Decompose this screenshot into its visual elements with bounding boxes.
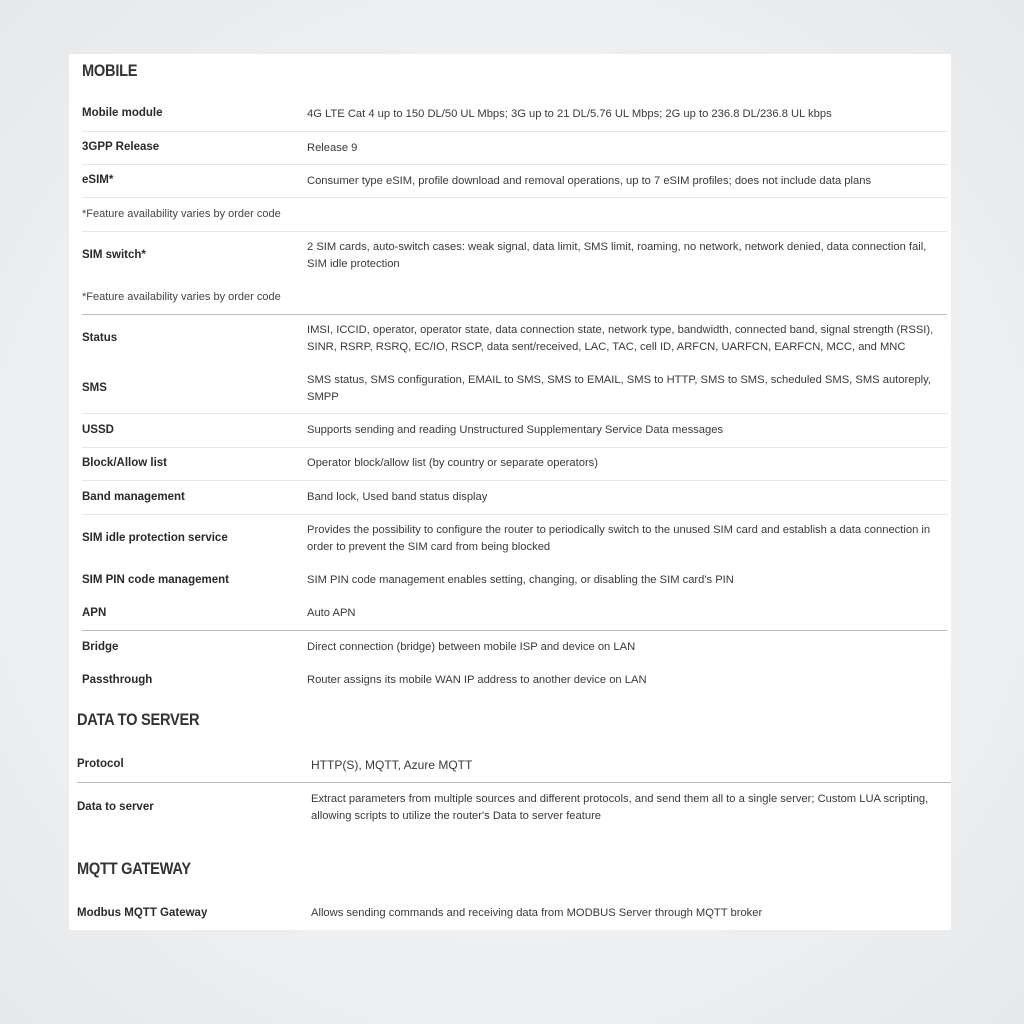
row-label-3gpp-release: 3GPP Release [82, 141, 160, 153]
row-label-mobile-module: Mobile module [82, 107, 163, 119]
row-label-status: Status [82, 332, 118, 344]
row-label-band-management: Band management [82, 491, 185, 503]
row-divider [82, 197, 947, 198]
row-value-modbus-mqtt-gateway: Allows sending commands and receiving data from MODBUS Server through MQTT broker [311, 907, 763, 919]
row-divider [82, 447, 947, 448]
row-divider [82, 131, 947, 132]
row-value-mobile-module: 4G LTE Cat 4 up to 150 DL/50 UL Mbps; 3G up to 21 DL/5.76 UL Mbps; 2G up to 236.8 DL/236.8 UL kbps [307, 108, 832, 120]
row-value-protocol: HTTP(S), MQTT, Azure MQTT [311, 758, 473, 772]
row-divider [82, 514, 947, 515]
row-value-sim-pin-management: SIM PIN code management enables setting, changing, or disabling the SIM card's PIN [307, 574, 734, 586]
row-value-sms: SMS status, SMS configuration, EMAIL to SMS, SMS to EMAIL, SMS to HTTP, SMS to SMS, scheduled SMS, SMS autoreply, SMPP [307, 374, 932, 403]
row-label-esim: eSIM* [82, 174, 114, 186]
section-title-mobile: MOBILE [82, 61, 138, 80]
row-divider [77, 782, 951, 783]
row-value-bridge: Direct connection (bridge) between mobile ISP and device on LAN [307, 641, 636, 653]
row-label-ussd: USSD [82, 424, 114, 436]
row-divider [82, 164, 947, 165]
row-value-sim-switch: 2 SIM cards, auto-switch cases: weak signal, data limit, SMS limit, roaming, no network, network denied, data connection fail, SIM idle protection [307, 241, 927, 270]
row-value-ussd: Supports sending and reading Unstructured Supplementary Service Data messages [307, 424, 724, 436]
row-label-sim-pin-management: SIM PIN code management [82, 574, 229, 586]
row-label-protocol: Protocol [77, 758, 124, 770]
row-label-modbus-mqtt-gateway: Modbus MQTT Gateway [77, 907, 208, 919]
row-label-passthrough: Passthrough [82, 674, 153, 686]
row-value-apn: Auto APN [307, 607, 356, 619]
section-title-data-to-server: DATA TO SERVER [77, 710, 200, 729]
row-divider [82, 231, 947, 232]
row-value-band-management: Band lock, Used band status display [307, 491, 488, 503]
row-divider [82, 480, 947, 481]
row-divider [82, 314, 947, 315]
row-label-apn: APN [82, 607, 107, 619]
row-value-passthrough: Router assigns its mobile WAN IP address to another device on LAN [307, 674, 647, 686]
row-label-sim-idle-protection: SIM idle protection service [82, 532, 228, 544]
row-label-block-allow-list: Block/Allow list [82, 457, 167, 469]
footnote-feature-availability: *Feature availability varies by order code [82, 208, 281, 220]
footnote-feature-availability: *Feature availability varies by order code [82, 291, 281, 303]
row-value-status: IMSI, ICCID, operator, operator state, data connection state, network type, bandwidth, connected band, signal strength (RSSI), SINR, RSRP, RSRQ, EC/IO, RSCP, data sent/received, LAC, TAC, cell ID, ARFCN, UARFCN, EARFCN, MCC, and MNC [307, 324, 934, 353]
row-label-bridge: Bridge [82, 641, 119, 653]
row-value-sim-idle-protection: Provides the possibility to configure the router to periodically switch to the unused SIM card and establish a data connection in order to prevent the SIM card from being blocked [307, 524, 931, 553]
row-value-esim: Consumer type eSIM, profile download and removal operations, up to 7 eSIM profiles; does not include data plans [307, 175, 872, 187]
row-label-data-to-server: Data to server [77, 801, 154, 813]
row-value-data-to-server: Extract parameters from multiple sources and different protocols, and send them all to a single server; Custom LUA scripting, allowing scripts to utilize the router's Data to server feature [311, 793, 929, 822]
row-label-sms: SMS [82, 382, 107, 394]
row-divider [82, 630, 947, 631]
row-value-block-allow-list: Operator block/allow list (by country or separate operators) [307, 457, 599, 469]
row-divider [82, 413, 947, 414]
row-label-sim-switch: SIM switch* [82, 249, 146, 261]
row-value-3gpp-release: Release 9 [307, 142, 358, 154]
section-title-mqtt-gateway: MQTT GATEWAY [77, 859, 191, 878]
